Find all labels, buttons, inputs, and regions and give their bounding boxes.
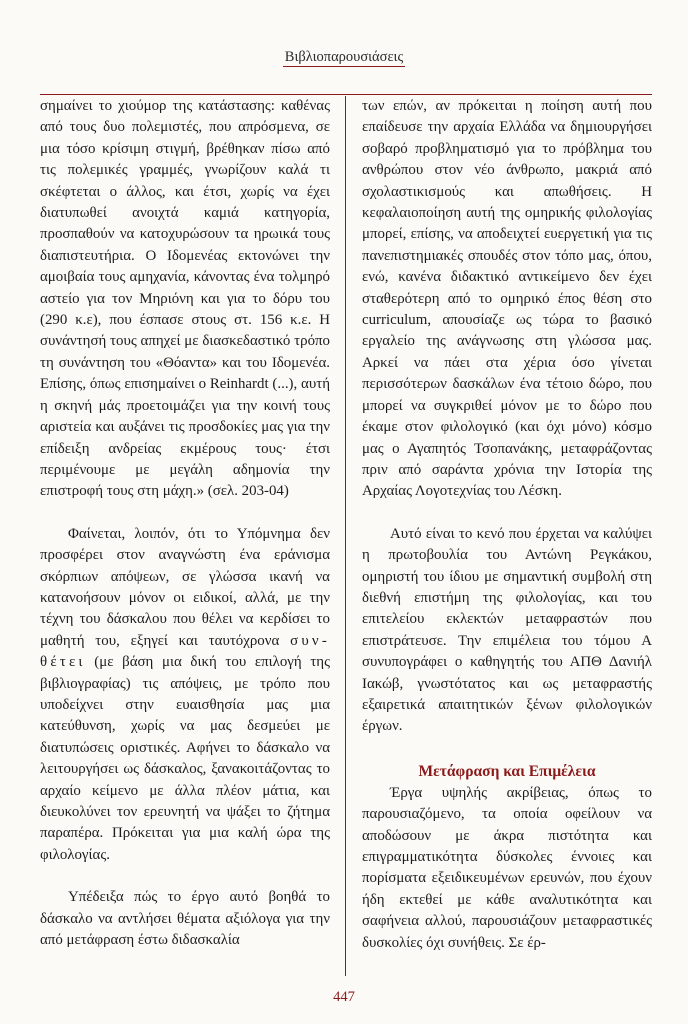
left-column bbox=[40, 96, 330, 951]
page-number: 447 bbox=[333, 989, 355, 1005]
left-paragraph-1: σημαίνει το χιούμορ της κατάστασης: καθένας από τους δυο πολεμιστές, που απρόσμενα, σε μια τόσο κρίσιμη στιγμή, βρέθηκαν πίσω από τις πολεμικές γραμμές, γνωρίζουν καλά τι σκέφτεται ο άλλος, και έτσι, χωρίς να έχει διατυπωθεί ανοιχτά καμιά κατηγορία, προσπαθούν να κατοχυρώσουν τα ηρωικά τους διαπιστευτήρια. Ο Ιδομενέας εκτονώνει την αμοιβαία τους αμηχανία, κάνοντας ένα τολμηρό αστείο για τον Μηριόνη και για το δόρυ του (290 κ.ε), που έσπασε στους στ. 156 κ.ε. Η συνάντησή τους απηχεί με διασκεδαστικό τρόπο τη συνάντηση του «Θόαντα» και του Ιδομενέα. Επίσης, όπως επισημαίνει ο Reinhardt (...), αυτή η σκηνή μάς προετοιμάζει για την κοινή τους αριστεία και αυξάνει τις προσδοκίες μας για την επίδειξη ανδρείας εκμέρους τους· έτσι περιμένουμε με μεγάλη αδημονία την επιστροφή τους στη μάχη.» (σελ. 203-04) bbox=[40, 98, 330, 500]
right-paragraph-1: των επών, αν πρόκειται η ποίηση αυτή που επαίδευσε την αρχαία Ελλάδα να δημιουργήσει σοβαρό προβληματισμό για το πρόβλημα του ανθρώπου στον νέο άνθρωπο, μακριά από σχολαστικισμούς και απωθήσεις. Η κεφαλαιοποίηση αυτή της ομηρικής φιλολογίας μπορεί, επίσης, να αποδειχτεί ευεργετική για τις πανεπιστημιακές σπουδές στον τόπο μας, όπου, ενώ, κανένα διδακτικό αντικείμενο δεν έχει σταθερότερη από το ομηρικό έπος θέση στο curriculum, απουσίαζε ως τώρα το βασικό εργαλείο της ανάγνωσης στη γλώσσα μας. Αρκεί να πάει στα χέρια όσο γίνεται περισσότερων δασκάλων ένα τέτοιο δώρο, που μπορεί να συγκριθεί μόνον με το δώρο που έκαμε στον φιλολογικό (και όχι μόνο) κόσμο μας ο Αγαπητός Τσοπανάκης, μεταφράζοντας πριν από σαράντα χρόνια την Ιστορία της Αρχαίας Λογοτεχνίας του Λέσκη. bbox=[362, 98, 652, 500]
left-paragraph-2 bbox=[40, 524, 330, 867]
running-header bbox=[0, 48, 688, 66]
column-divider bbox=[345, 96, 346, 976]
right-paragraph-3: Έργα υψηλής ακρίβειας, όπως το παρουσιαζόμενο, τα οποία οφείλουν να αποδώσουν με άκρα πιστότητα και επιγραμματικότητα δύσκολες έννοιες και πορίσματα εξειδικευμένων ερευνών, που έχουν ήδη εκτεθεί με κάθε αναλυτικότητα και σαφήνεια αλλού, παρουσιάζουν μεταφραστικές δυσκολίες όχι συνήθεις. Σε έρ- bbox=[362, 784, 652, 951]
section-heading: Μετάφραση και Επιμέλεια bbox=[418, 762, 596, 780]
right-column bbox=[362, 96, 652, 954]
header-rule bbox=[40, 94, 652, 95]
spaced-word: συν-θέτει bbox=[40, 632, 330, 671]
left-paragraph-2-start: Φαίνεται, λοιπόν, ότι το Υπόμνημα δεν προσφέρει στον αναγνώστη ένα εράνισμα σκόρπιων απόψεων, σε γλώσσα ικανή να κατανοήσουν μόνον οι ειδικοί, αλλά, με την τέχνη του δάσκαλου που θέλει να κερδίσει το μαθητή του, εξηγεί και ταυτόχρονα bbox=[40, 525, 330, 649]
right-paragraph-2: Αυτό είναι το κενό που έρχεται να καλύψει η πρωτοβουλία του Αντώνη Ρεγκάκου, ομηριστή του ίδιου με σημαντική συμβολή στη διεθνή επιστήμη της φιλολογίας, και του επιτελείου εκλεκτών μεταφραστών που επιστράτευσε. Την επιμέλεια του τόμου Α συνυπογράφει ο καθηγητής του ΑΠΘ Δανιήλ Ιακώβ, γνωστότατος και ως μεταφραστής εξαιρετικά απαιτητικών ξένων φιλολογικών έργων. bbox=[362, 525, 652, 735]
section-title: Βιβλιοπαρουσιάσεις bbox=[284, 49, 404, 65]
left-paragraph-3: Υπέδειξα πώς το έργο αυτό βοηθά το δάσκαλο να αντλήσει θέματα αξιόλογα για την από μετάφραση έστω διδασκαλία bbox=[40, 889, 330, 949]
left-paragraph-2-end: (με βάση μια δική του επιλογή της βιβλιογραφίας) τις απόψεις, με τρόπο που υποδείχνει στην ευαισθησία μας μια κατεύθυνση, χωρίς να μας δεσμεύει με διατυπώσεις οριστικές. Αφήνει το δάσκαλο να λειτουργήσει ως δάσκαλος, ξανακοιτάζοντας το αρχαίο κείμενο με άλλα πλέον μάτια, και διευκολύνει τον ερευνητή να ψάξει το ζήτημα παραπέρα. Πρόκειται για μια καλή ώρα της φιλολογίας. bbox=[40, 654, 330, 863]
